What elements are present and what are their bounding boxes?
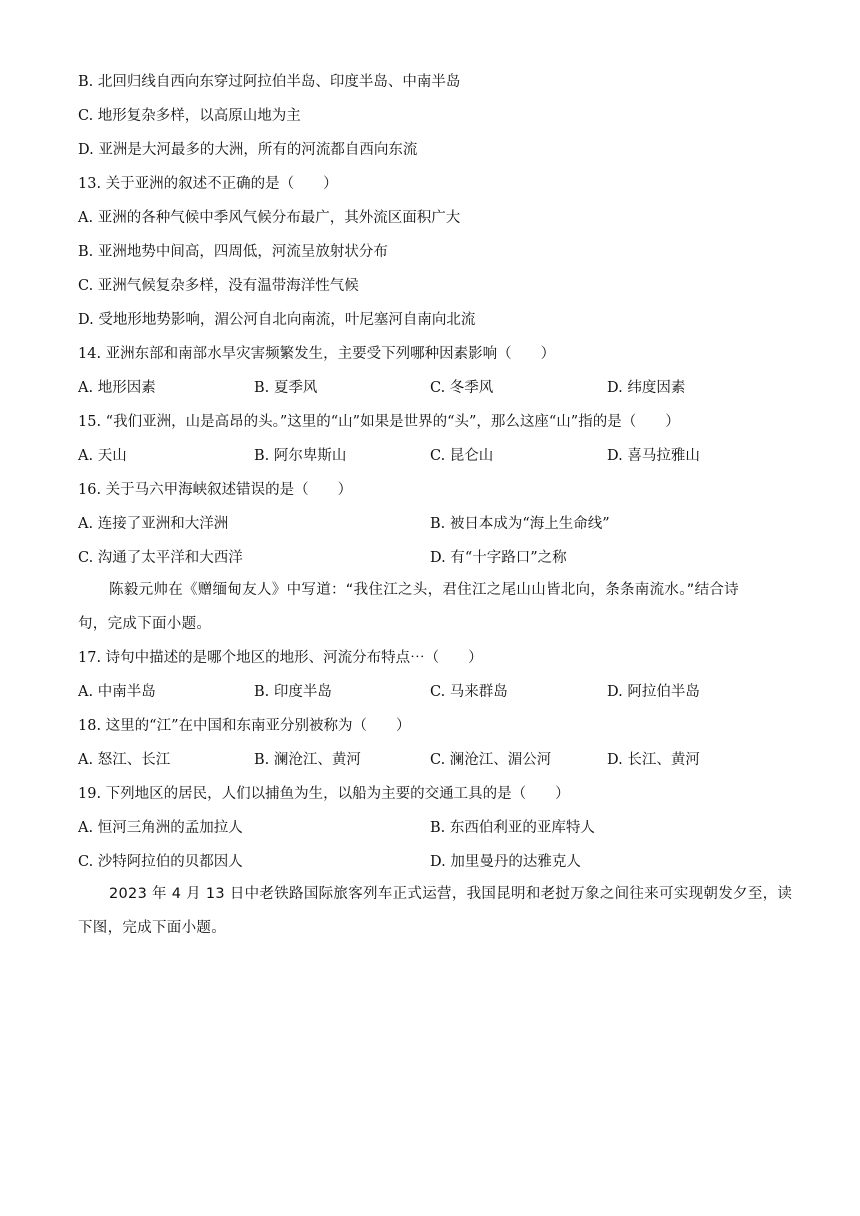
q16-option-a: A. 连接了亚洲和大洋洲 <box>78 516 229 532</box>
q13-option-d: D. 受地形地势影响，湄公河自北向南流，叶尼塞河自南向北流 <box>78 312 476 328</box>
q18-option-a: A. 怒江、长江 <box>78 752 171 768</box>
q18-option-c: C. 澜沧江、湄公河 <box>430 752 552 768</box>
q14-option-a: A. 地形因素 <box>78 380 156 396</box>
q14-option-c: C. 冬季风 <box>430 380 494 396</box>
q17-option-b: B. 印度半岛 <box>254 684 332 700</box>
q18-option-d: D. 长江、黄河 <box>607 752 700 768</box>
q17-option-d: D. 阿拉伯半岛 <box>607 684 700 700</box>
q14-stem: 14. 亚洲东部和南部水旱灾害频繁发生，主要受下列哪种因素影响（ ） <box>78 346 556 362</box>
q19-option-d: D. 加里曼丹的达雅克人 <box>430 854 581 870</box>
q12-option-d: D. 亚洲是大河最多的大洲，所有的河流都自西向东流 <box>78 142 418 158</box>
q18-stem: 18. 这里的“江”在中国和东南亚分别被称为（ ） <box>78 718 411 734</box>
q18-option-b: B. 澜沧江、黄河 <box>254 752 361 768</box>
q19-option-b: B. 东西伯利亚的亚库特人 <box>430 820 595 836</box>
q19-option-c: C. 沙特阿拉伯的贝都因人 <box>78 854 243 870</box>
q14-option-d: D. 纬度因素 <box>607 380 686 396</box>
q17-option-c: C. 马来群岛 <box>430 684 508 700</box>
q12-option-b: B. 北回归线自西向东穿过阿拉伯半岛、印度半岛、中南半岛 <box>78 74 461 90</box>
q13-option-b: B. 亚洲地势中间高，四周低，河流呈放射状分布 <box>78 244 388 260</box>
q16-option-d: D. 有“十字路口”之称 <box>430 550 567 566</box>
q15-stem: 15. “我们亚洲，山是高昂的头。”这里的“山”如果是世界的“头”，那么这座“山”指的是（ ） <box>78 414 680 430</box>
q19-stem: 19. 下列地区的居民，人们以捕鱼为生，以船为主要的交通工具的是（ ） <box>78 786 570 802</box>
q12-option-c: C. 地形复杂多样，以高原山地为主 <box>78 108 301 124</box>
q16-option-c: C. 沟通了太平洋和大西洋 <box>78 550 243 566</box>
poem-passage-line-1: 陈毅元帅在《赠缅甸友人》中写道：“我住江之头，君住江之尾山山皆北向，条条南流水。”结合诗 <box>109 582 739 598</box>
q13-option-a: A. 亚洲的各种气候中季风气候分布最广，其外流区面积广大 <box>78 210 461 226</box>
q17-stem: 17. 诗句中描述的是哪个地区的地形、河流分布特点⋯（ ） <box>78 650 483 666</box>
q15-option-a: A. 天山 <box>78 448 127 464</box>
q15-option-b: B. 阿尔卑斯山 <box>254 448 347 464</box>
poem-passage-line-2: 句，完成下面小题。 <box>78 616 212 632</box>
q16-stem: 16. 关于马六甲海峡叙述错误的是（ ） <box>78 482 353 498</box>
q13-stem: 13. 关于亚洲的叙述不正确的是（ ） <box>78 176 338 192</box>
q14-option-b: B. 夏季风 <box>254 380 318 396</box>
poem-passage <box>78 580 784 634</box>
q16-option-b: B. 被日本成为“海上生命线” <box>430 516 610 532</box>
q19-option-a: A. 恒河三角洲的孟加拉人 <box>78 820 243 836</box>
railway-passage <box>78 884 793 938</box>
q15-option-d: D. 喜马拉雅山 <box>607 448 700 464</box>
railway-passage-line-2: 下图，完成下面小题。 <box>78 920 226 936</box>
q15-option-c: C. 昆仑山 <box>430 448 494 464</box>
railway-passage-line-1: 2023 年 4 月 13 日中老铁路国际旅客列车正式运营，我国昆明和老挝万象之间往来可实现朝发夕至，读 <box>109 886 793 902</box>
q17-option-a: A. 中南半岛 <box>78 684 156 700</box>
q13-option-c: C. 亚洲气候复杂多样，没有温带海洋性气候 <box>78 278 359 294</box>
